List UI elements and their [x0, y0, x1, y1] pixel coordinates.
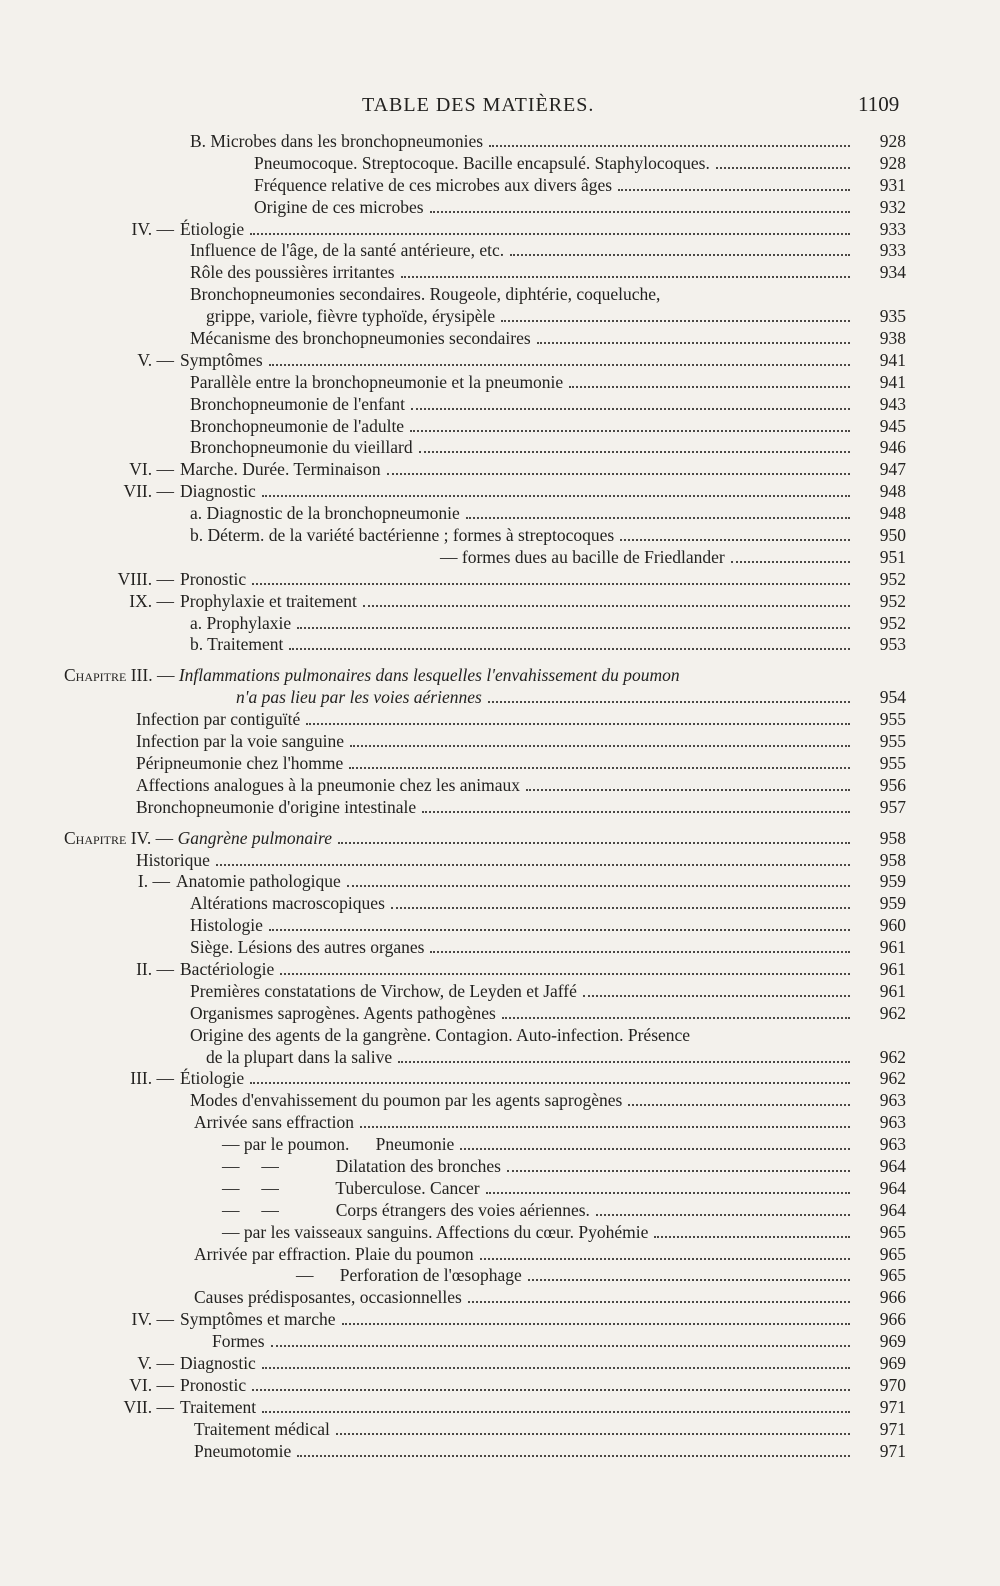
toc-entry-text: Bronchopneumonie de l'adulte: [190, 415, 405, 436]
toc-page-number: 953: [879, 634, 906, 655]
toc-page-number: 969: [879, 1352, 906, 1373]
toc-entry-text: b. Traitement: [190, 634, 284, 655]
toc-entry-number: II. —: [136, 958, 174, 979]
toc-chapter-heading: [64, 664, 680, 686]
toc-entry: [0, 458, 1000, 480]
leader-dots: [363, 605, 850, 607]
toc-entry: [0, 371, 1000, 393]
toc-entry-text: — par le poumon. Pneumonie: [222, 1134, 455, 1155]
toc-entry: [0, 1221, 1000, 1243]
toc-entry: [0, 1440, 1000, 1462]
toc-page-number: 963: [879, 1090, 906, 1111]
leader-dots: [731, 561, 850, 563]
leader-dots: [507, 1170, 850, 1172]
toc-entry-text: Influence de l'âge, de la santé antérieure, etc.: [190, 240, 505, 261]
toc-entry-text: a. Diagnostic de la bronchopneumonie: [190, 503, 460, 524]
leader-dots: [297, 1455, 850, 1457]
toc-entry: [0, 261, 1000, 283]
toc-page-number: 955: [879, 709, 906, 730]
toc-page-number: 964: [879, 1199, 906, 1220]
leader-dots: [360, 1126, 850, 1128]
leader-dots: [391, 907, 850, 909]
toc-entry-number: V. —: [137, 1352, 174, 1373]
toc-entry: [0, 196, 1000, 218]
toc-entry: [0, 1374, 1000, 1396]
toc-entry-text: Bronchopneumonie d'origine intestinale: [136, 796, 417, 817]
leader-dots: [510, 254, 850, 256]
toc-entry-text: — — Dilatation des bronches: [222, 1155, 501, 1176]
toc-page-number: 943: [879, 393, 906, 414]
toc-entry-text: Infection par contiguïté: [136, 709, 301, 730]
toc-entry: [0, 174, 1000, 196]
toc-entry-text: Premières constatations de Virchow, de Leyden et Jaffé: [190, 980, 577, 1001]
toc-page-number: 971: [879, 1440, 906, 1461]
leader-dots: [342, 1323, 850, 1325]
toc-entry-text: Marche. Durée. Terminaison: [180, 459, 381, 480]
toc-entry: [0, 708, 1000, 730]
leader-dots: [262, 1411, 850, 1413]
leader-dots: [338, 842, 850, 844]
leader-dots: [430, 211, 850, 213]
toc-entry-text: Affections analogues à la pneumonie chez les animaux: [136, 774, 521, 795]
toc-entry-text: Pronostic: [180, 568, 247, 589]
toc-entry-text: — — Corps étrangers des voies aériennes.: [222, 1199, 590, 1220]
toc-entry-text: Rôle des poussières irritantes: [190, 262, 395, 283]
toc-entry: [0, 1155, 1000, 1177]
toc-entry-text: Péripneumonie chez l'homme: [136, 752, 344, 773]
leader-dots: [488, 701, 850, 703]
leader-dots: [468, 1301, 850, 1303]
toc-entry-text: Symptômes et marche: [180, 1309, 336, 1330]
toc-page-number: 935: [879, 306, 906, 327]
toc-entry: [0, 415, 1000, 437]
leader-dots: [430, 951, 850, 953]
toc-page-number: 947: [879, 459, 906, 480]
toc-entry-text: Origine des agents de la gangrène. Contagion. Auto-infection. Présence: [190, 1024, 691, 1045]
leader-dots: [569, 386, 850, 388]
toc-entry: [0, 980, 1000, 1002]
table-of-contents: [0, 130, 1000, 1461]
toc-entry-number: VII. —: [123, 1396, 174, 1417]
toc-entry: [0, 849, 1000, 871]
toc-page-number: 965: [879, 1243, 906, 1264]
running-title: TABLE DES MATIÈRES.: [362, 94, 595, 116]
toc-entry: [0, 568, 1000, 590]
toc-entry: [0, 936, 1000, 958]
leader-dots: [411, 408, 850, 410]
toc-entry: [0, 633, 1000, 655]
leader-dots: [480, 1258, 850, 1260]
toc-chapter-heading: [64, 827, 332, 849]
toc-page-number: 958: [879, 849, 906, 870]
toc-entry-text: Bronchopneumonie du vieillard: [190, 437, 413, 458]
toc-entry: [0, 1067, 1000, 1089]
toc-page-number: 928: [879, 152, 906, 173]
leader-dots: [289, 648, 850, 650]
toc-page-number: 952: [879, 568, 906, 589]
toc-entry-text: B. Microbes dans les bronchopneumonies: [190, 131, 484, 151]
toc-entry: [0, 1243, 1000, 1265]
toc-page-number: 941: [879, 371, 906, 392]
toc-entry: [0, 546, 1000, 568]
toc-entry: [0, 774, 1000, 796]
toc-entry-text: Diagnostic: [180, 1352, 256, 1373]
toc-page-number: 970: [879, 1374, 906, 1395]
leader-dots: [501, 320, 850, 322]
toc-page-number: 951: [879, 546, 906, 567]
toc-entry: [0, 1264, 1000, 1286]
toc-entry-text: Pneumocoque. Streptocoque. Bacille encapsulé. Staphylocoques.: [254, 152, 710, 173]
toc-entry: [0, 239, 1000, 261]
toc-entry-text: Étiologie: [180, 1068, 245, 1089]
toc-entry: [0, 1330, 1000, 1352]
leader-dots: [387, 473, 850, 475]
toc-page-number: 965: [879, 1265, 906, 1286]
toc-entry: [0, 752, 1000, 774]
toc-page-number: 931: [879, 174, 906, 195]
leader-dots: [526, 789, 850, 791]
toc-page-number: 928: [879, 131, 906, 151]
toc-entry: [0, 218, 1000, 240]
leader-dots: [537, 342, 850, 344]
toc-page-number: 963: [879, 1134, 906, 1155]
toc-entry: [0, 958, 1000, 980]
leader-dots: [460, 1148, 850, 1150]
toc-page-number: 969: [879, 1331, 906, 1352]
toc-entry-text: a. Prophylaxie: [190, 612, 292, 633]
toc-chapter-entry: [0, 827, 1000, 849]
toc-page-number: 948: [879, 503, 906, 524]
toc-entry-text: Formes: [212, 1331, 265, 1352]
toc-entry-number: VI. —: [129, 1374, 174, 1395]
leader-dots: [528, 1279, 850, 1281]
toc-entry: [0, 1286, 1000, 1308]
toc-entry: [0, 1418, 1000, 1440]
toc-entry-text: Anatomie pathologique: [176, 871, 341, 892]
toc-entry-text: Altérations macroscopiques: [190, 893, 385, 914]
toc-entry: [0, 1089, 1000, 1111]
toc-entry-text: Traitement médical: [194, 1418, 330, 1439]
toc-entry-text: Arrivée sans effraction: [194, 1112, 355, 1133]
leader-dots: [716, 167, 850, 169]
leader-dots: [216, 864, 850, 866]
toc-entry: [0, 1133, 1000, 1155]
toc-entry-text: — Perforation de l'œsophage: [296, 1265, 522, 1286]
toc-entry-text: Infection par la voie sanguine: [136, 731, 344, 752]
toc-entry: [0, 1177, 1000, 1199]
toc-entry: [0, 730, 1000, 752]
toc-entry: [0, 796, 1000, 818]
toc-entry-text: Fréquence relative de ces microbes aux divers âges: [254, 174, 613, 195]
toc-entry-text: Origine de ces microbes: [254, 196, 424, 217]
toc-page-number: 933: [879, 240, 906, 261]
leader-dots: [489, 145, 850, 147]
toc-entry: [0, 393, 1000, 415]
toc-page-number: 946: [879, 437, 906, 458]
toc-entry: [0, 130, 1000, 152]
toc-entry: [0, 283, 1000, 305]
toc-entry: [0, 436, 1000, 458]
toc-entry-text: Arrivée par effraction. Plaie du poumon: [194, 1243, 474, 1264]
toc-chapter-entry: [0, 664, 1000, 686]
toc-entry-text: Bactériologie: [180, 958, 275, 979]
toc-page-number: 932: [879, 196, 906, 217]
toc-entry-text: Symptômes: [180, 349, 263, 370]
toc-entry-text: Traitement: [180, 1396, 257, 1417]
leader-dots: [618, 189, 850, 191]
toc-entry: [0, 305, 1000, 327]
toc-entry-text: de la plupart dans la salive: [206, 1046, 393, 1067]
toc-page-number: 963: [879, 1112, 906, 1133]
toc-entry: [0, 1002, 1000, 1024]
leader-dots: [262, 1367, 850, 1369]
toc-entry: [0, 349, 1000, 371]
leader-dots: [269, 364, 850, 366]
toc-entry-number: V. —: [137, 349, 174, 370]
toc-entry: [0, 590, 1000, 612]
leader-dots: [250, 1082, 850, 1084]
toc-entry-number: IV. —: [131, 218, 174, 239]
toc-page-number: 941: [879, 349, 906, 370]
toc-page-number: 964: [879, 1155, 906, 1176]
toc-page-number: 958: [879, 827, 906, 848]
toc-page-number: 952: [879, 590, 906, 611]
toc-entry-number: III. —: [130, 1068, 174, 1089]
toc-entry: [0, 1352, 1000, 1374]
toc-entry: [0, 686, 1000, 708]
toc-entry-text: Prophylaxie et traitement: [180, 590, 357, 611]
leader-dots: [466, 517, 850, 519]
toc-page-number: 934: [879, 262, 906, 283]
toc-entry-number: I. —: [137, 871, 170, 892]
toc-entry-number: IX. —: [129, 590, 174, 611]
toc-entry: [0, 1046, 1000, 1068]
toc-entry-text: Étiologie: [180, 218, 245, 239]
toc-entry: [0, 1199, 1000, 1221]
leader-dots: [297, 627, 850, 629]
leader-dots: [620, 539, 850, 541]
toc-entry-text: Modes d'envahissement du poumon par les agents saprogènes: [190, 1090, 623, 1111]
leader-dots: [654, 1236, 850, 1238]
toc-entry-text: Bronchopneumonie de l'enfant: [190, 393, 406, 414]
toc-entry-text: grippe, variole, fièvre typhoïde, érysipèle: [206, 306, 496, 327]
toc-page-number: 955: [879, 731, 906, 752]
toc-entry-text: Bronchopneumonies secondaires. Rougeole, diphtérie, coqueluche,: [190, 284, 661, 305]
toc-page-number: 962: [879, 1046, 906, 1067]
toc-page-number: 957: [879, 796, 906, 817]
toc-page-number: 965: [879, 1221, 906, 1242]
toc-page-number: 948: [879, 481, 906, 502]
toc-entry-number: VII. —: [123, 481, 174, 502]
leader-dots: [350, 745, 850, 747]
toc-page-number: 966: [879, 1309, 906, 1330]
toc-page-number: 966: [879, 1287, 906, 1308]
toc-page-number: 952: [879, 612, 906, 633]
toc-entry-text: Parallèle entre la bronchopneumonie et la pneumonie: [190, 371, 564, 392]
toc-page-number: 971: [879, 1396, 906, 1417]
toc-page-number: 933: [879, 218, 906, 239]
leader-dots: [349, 767, 850, 769]
leader-dots: [419, 451, 850, 453]
toc-page-number: 961: [879, 980, 906, 1001]
chapter-label: Chapitre IV. —: [64, 827, 178, 848]
leader-dots: [269, 929, 850, 931]
leader-dots: [347, 885, 850, 887]
toc-entry: [0, 612, 1000, 634]
leader-dots: [280, 973, 850, 975]
toc-entry-text: b. Déterm. de la variété bactérienne ; formes à streptocoques: [190, 525, 615, 546]
leader-dots: [252, 1389, 850, 1391]
leader-dots: [401, 276, 850, 278]
toc-page-number: 959: [879, 893, 906, 914]
toc-page-number: 961: [879, 958, 906, 979]
toc-entry-text: Historique: [136, 849, 210, 870]
toc-entry-text: Pronostic: [180, 1374, 247, 1395]
toc-page-number: 961: [879, 937, 906, 958]
toc-entry-text: n'a pas lieu par les voies aériennes: [236, 687, 482, 708]
toc-entry: [0, 892, 1000, 914]
toc-entry-text: Mécanisme des bronchopneumonies secondaires: [190, 328, 531, 349]
toc-entry-text: — formes dues au bacille de Friedlander: [440, 546, 725, 567]
leader-dots: [410, 430, 850, 432]
toc-entry-text: — par les vaisseaux sanguins. Affections du cœur. Pyohémie: [222, 1221, 649, 1242]
leader-dots: [262, 495, 850, 497]
toc-entry: [0, 1396, 1000, 1418]
leader-dots: [271, 1345, 850, 1347]
toc-page-number: 954: [879, 687, 906, 708]
toc-page-number: 959: [879, 871, 906, 892]
page-number: 1109: [858, 92, 900, 116]
toc-entry: [0, 502, 1000, 524]
leader-dots: [502, 1017, 850, 1019]
toc-entry-number: VI. —: [129, 459, 174, 480]
toc-entry-text: Causes prédisposantes, occasionnelles: [194, 1287, 462, 1308]
toc-entry-number: IV. —: [131, 1309, 174, 1330]
chapter-title: Gangrène pulmonaire: [177, 827, 332, 848]
toc-entry: [0, 524, 1000, 546]
toc-entry-text: Organismes saprogènes. Agents pathogènes: [190, 1002, 496, 1023]
chapter-title: Inflammations pulmonaires dans lesquelles l'envahissement du poumon: [178, 665, 680, 686]
toc-entry-text: Siège. Lésions des autres organes: [190, 937, 425, 958]
chapter-label: Chapitre III. —: [64, 665, 179, 686]
leader-dots: [398, 1061, 850, 1063]
toc-page-number: 960: [879, 915, 906, 936]
toc-page-number: 950: [879, 525, 906, 546]
leader-dots: [583, 995, 850, 997]
running-header: [0, 92, 1000, 122]
toc-page-number: 964: [879, 1177, 906, 1198]
leader-dots: [306, 723, 850, 725]
toc-page-number: 962: [879, 1002, 906, 1023]
leader-dots: [252, 583, 850, 585]
toc-entry-text: Diagnostic: [180, 481, 256, 502]
toc-entry-text: Pneumotomie: [194, 1440, 292, 1461]
toc-page-number: 962: [879, 1068, 906, 1089]
toc-entry: [0, 870, 1000, 892]
toc-entry-text: — — Tuberculose. Cancer: [222, 1177, 480, 1198]
toc-page-number: 971: [879, 1418, 906, 1439]
toc-entry-number: VIII. —: [117, 568, 174, 589]
toc-page-number: 955: [879, 752, 906, 773]
leader-dots: [422, 811, 850, 813]
leader-dots: [628, 1104, 850, 1106]
toc-entry: [0, 327, 1000, 349]
toc-page-number: 956: [879, 774, 906, 795]
toc-entry: [0, 1024, 1000, 1046]
leader-dots: [250, 233, 850, 235]
toc-page-number: 945: [879, 415, 906, 436]
leader-dots: [336, 1433, 850, 1435]
toc-entry: [0, 480, 1000, 502]
toc-entry: [0, 152, 1000, 174]
leader-dots: [486, 1192, 850, 1194]
toc-entry-text: Histologie: [190, 915, 263, 936]
toc-page-number: 938: [879, 328, 906, 349]
toc-entry: [0, 1111, 1000, 1133]
toc-entry: [0, 1308, 1000, 1330]
leader-dots: [596, 1214, 850, 1216]
toc-entry: [0, 914, 1000, 936]
